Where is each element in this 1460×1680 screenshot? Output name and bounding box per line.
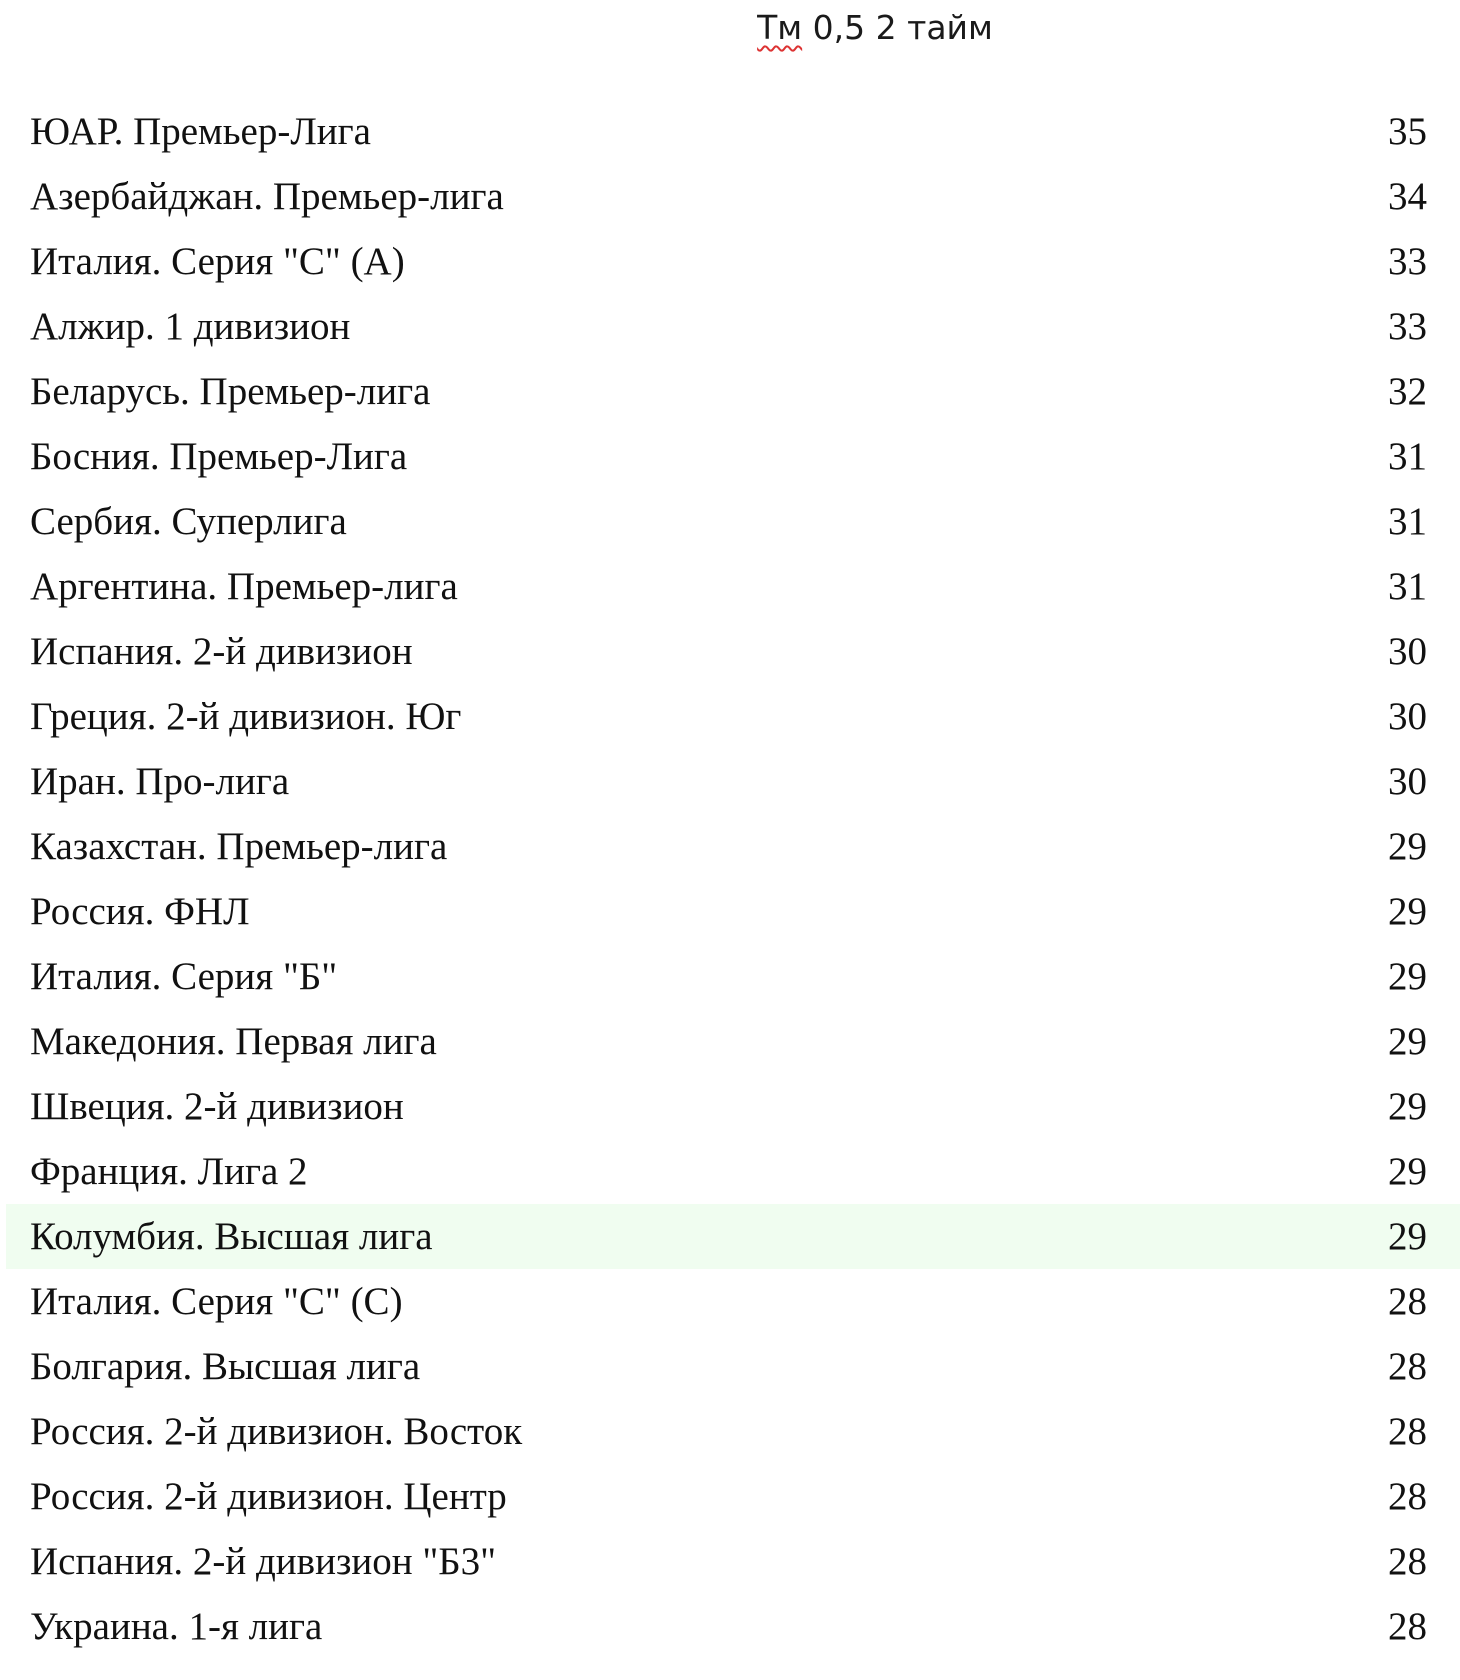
league-name: Казахстан. Премьер-лига [30, 825, 448, 868]
list-item [0, 164, 1460, 229]
league-name: Колумбия. Высшая лига [30, 1215, 433, 1258]
league-name: Босния. Премьер-Лига [30, 435, 408, 478]
list-item [0, 294, 1460, 359]
league-value: 29 [1388, 1215, 1427, 1258]
list-item [0, 424, 1460, 489]
title-misspelled-word: Тм [757, 8, 803, 47]
league-name: Франция. Лига 2 [30, 1150, 308, 1193]
list-item [0, 684, 1460, 749]
league-value: 29 [1388, 955, 1427, 998]
list-item [0, 619, 1460, 684]
league-name: Италия. Серия "Б" [30, 955, 338, 998]
league-value: 34 [1388, 175, 1427, 218]
league-name: Швеция. 2-й дивизион [30, 1085, 404, 1128]
league-value: 30 [1388, 695, 1427, 738]
list-item [0, 359, 1460, 424]
list-item [0, 1074, 1460, 1139]
document-title [0, 8, 1460, 47]
league-name: Азербайджан. Премьер-лига [30, 175, 504, 218]
list-item [0, 879, 1460, 944]
list-item [0, 1399, 1460, 1464]
league-value: 31 [1388, 500, 1427, 543]
league-value: 28 [1388, 1410, 1427, 1453]
list-item [0, 1269, 1460, 1334]
league-value: 28 [1388, 1605, 1427, 1648]
league-name: Иран. Про-лига [30, 760, 290, 803]
list-item [0, 749, 1460, 814]
league-name: Испания. 2-й дивизион [30, 630, 413, 673]
league-name: Аргентина. Премьер-лига [30, 565, 458, 608]
list-item [0, 1334, 1460, 1399]
league-name: Алжир. 1 дивизион [30, 305, 351, 348]
league-value: 30 [1388, 760, 1427, 803]
list-item [0, 1594, 1460, 1659]
league-value: 29 [1388, 890, 1427, 933]
list-item [0, 229, 1460, 294]
league-value: 29 [1388, 1085, 1427, 1128]
league-value: 29 [1388, 825, 1427, 868]
league-name: Греция. 2-й дивизион. Юг [30, 695, 462, 738]
list-item [6, 1204, 1460, 1269]
league-value: 29 [1388, 1150, 1427, 1193]
league-value: 29 [1388, 1020, 1427, 1063]
league-name: Украина. 1-я лига [30, 1605, 323, 1648]
league-value: 28 [1388, 1280, 1427, 1323]
title-text: 0,5 2 тайм [802, 8, 993, 47]
league-value: 33 [1388, 305, 1427, 348]
league-value: 28 [1388, 1540, 1427, 1583]
league-name: Россия. ФНЛ [30, 890, 250, 933]
list-item [0, 99, 1460, 164]
list-item [0, 944, 1460, 1009]
league-value: 33 [1388, 240, 1427, 283]
list-item [0, 554, 1460, 619]
league-value: 32 [1388, 370, 1427, 413]
league-list [0, 99, 1460, 1659]
league-name: ЮАР. Премьер-Лига [30, 110, 371, 153]
league-name: Россия. 2-й дивизион. Восток [30, 1410, 523, 1453]
league-value: 28 [1388, 1345, 1427, 1388]
league-value: 31 [1388, 435, 1427, 478]
list-item [0, 1464, 1460, 1529]
league-name: Испания. 2-й дивизион "Б3" [30, 1540, 497, 1583]
league-name: Македония. Первая лига [30, 1020, 437, 1063]
league-value: 30 [1388, 630, 1427, 673]
league-value: 35 [1388, 110, 1427, 153]
league-value: 28 [1388, 1475, 1427, 1518]
list-item [0, 814, 1460, 879]
list-item [0, 489, 1460, 554]
league-name: Беларусь. Премьер-лига [30, 370, 431, 413]
list-item [0, 1139, 1460, 1204]
league-value: 31 [1388, 565, 1427, 608]
league-name: Россия. 2-й дивизион. Центр [30, 1475, 507, 1518]
league-name: Болгария. Высшая лига [30, 1345, 421, 1388]
league-name: Сербия. Суперлига [30, 500, 347, 543]
league-name: Италия. Серия "С" (С) [30, 1280, 403, 1323]
list-item [0, 1009, 1460, 1074]
league-name: Италия. Серия "С" (А) [30, 240, 405, 283]
list-item [0, 1529, 1460, 1594]
